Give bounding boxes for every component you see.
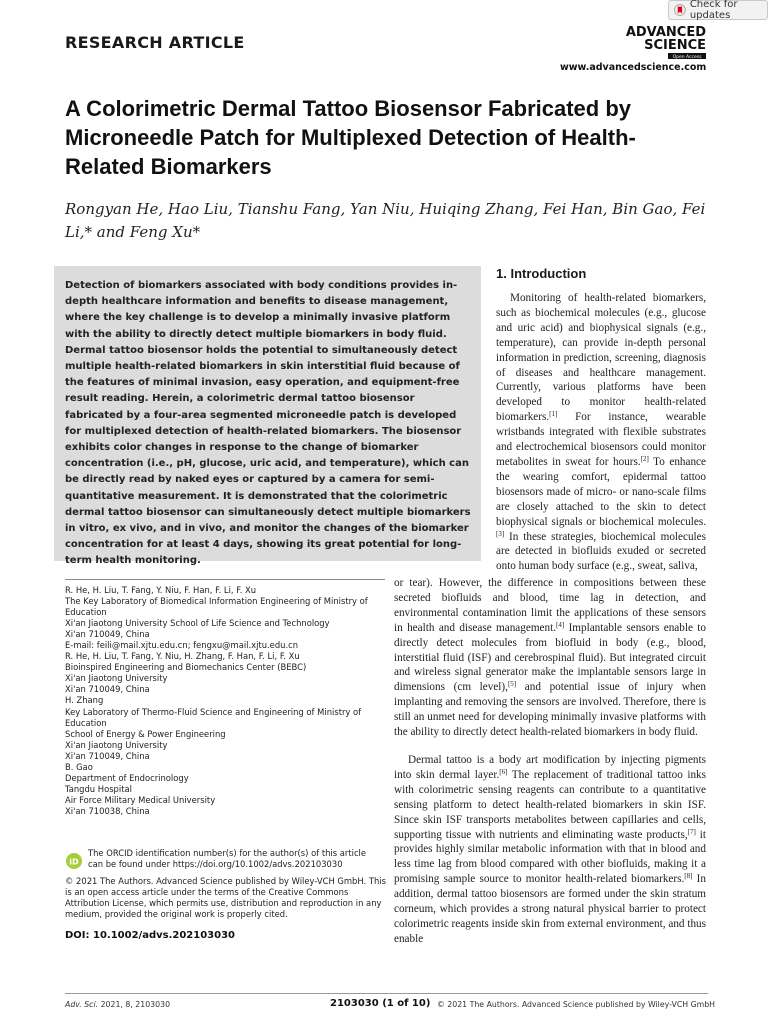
journal-url[interactable]: www.advancedscience.com (560, 62, 707, 73)
body-text: For instance, wearable wristbands integrated with flexible substrates and electrochemical biosensors could monitor metabolites in sweat for hours. (496, 411, 706, 468)
affiliation-line: Department of Endocrinology (65, 772, 189, 783)
affiliation-line: Key Laboratory of Thermo-Fluid Science and Engineering of Ministry of Education (65, 706, 362, 728)
body-text: it provides highly similar metabolic information with that in blood and less time lag from blood compared with other biofluids, making it a promising sample source to monitor health-related biomarkers. (394, 828, 706, 886)
section-heading-introduction: 1. Introduction (496, 266, 587, 281)
logo-line2: SCIENCE (644, 38, 706, 53)
body-text: Dermal tattoo is a body art modification by injecting pigments into skin dermal layer. (394, 754, 706, 781)
affiliation-line: Xi'an Jiaotong University (65, 739, 168, 750)
affiliation-line: Xi'an Jiaotong University (65, 673, 168, 684)
citation-ref[interactable]: [6] (499, 767, 508, 776)
bookmark-check-icon (674, 3, 686, 17)
check-updates-label: Check for updates (689, 0, 738, 21)
abstract-text: Detection of biomarkers associated with body conditions provides in-depth healthcare information and benefits to disease management, where the key challenge is to develop a minimally invasive platform with the ability to directly detect multiple biomarkers in body fluid. Dermal tattoo biosensor holds the potential to simultaneously detect multiple health-related biomarkers in skin interstitial fluid because of the features of minimal invasion, easy operation, and equipment-free result reading. Herein, a colorimetric dermal tattoo biosensor fabricated by a four-area segmented microneedle patch is developed for multiplexed detection of health-related biomarkers. The biosensor exhibits color changes in response to the change of biomarker concentration (i.e., pH, glucose, uric acid, and temperature), which can be directly read by naked eyes or captured by a camera for semi-quantitative measurement. It is demonstrated that the colorimetric dermal tattoo biosensor can simultaneously detect multiple biomarkers in vitro, ex vivo, and in vivo, and monitor the changes of the biomarker concentration for at least 4 days, showing its great potential for long-term health monitoring. (65, 280, 471, 567)
body-text: In these strategies, biochemical molecules are detected in biofluids exuded or secreted onto human body surface (e.g., sweat, saliva, (496, 530, 706, 573)
body-text: or tear). However, the difference in compositions between these secreted biofluids and blood, time lag in detection, and environmental contamination limit the applications of these sensors in health and disease management. (394, 577, 706, 634)
doi-link[interactable]: DOI: 10.1002/advs.202103030 (65, 930, 235, 941)
check-for-updates-button[interactable] (668, 0, 768, 20)
advanced-science-logo-icon (602, 24, 708, 64)
affiliation-line: Xi'an 710049, China (65, 750, 150, 761)
affiliation-authors: R. He, H. Liu, T. Fang, Y. Niu, H. Zhang, F. Han, F. Li, F. Xu (65, 651, 300, 662)
citation-ref[interactable]: [7] (687, 827, 696, 836)
affiliation-line: Bioinspired Engineering and Biomechanics Center (BEBC) (65, 662, 307, 673)
citation-ref[interactable]: [5] (507, 680, 517, 689)
affiliation-line: Xi'an 710049, China (65, 629, 150, 640)
affiliation-line: Tangdu Hospital (65, 783, 132, 794)
footer-divider (65, 993, 708, 994)
affiliation-line: Xi'an 710049, China (65, 684, 150, 695)
affiliation-authors: H. Zhang (65, 695, 104, 706)
affiliation-line: Xi'an Jiaotong University School of Life Science and Technology (65, 618, 330, 629)
svg-text:iD: iD (69, 857, 79, 867)
article-title: A Colorimetric Dermal Tattoo Biosensor Fabricated by Microneedle Patch for Multiplexed Detection of Health-Related Biomarkers (65, 96, 636, 179)
intro-paragraph-1-bottom (394, 576, 706, 740)
affiliation-authors: B. Gao (65, 761, 93, 772)
logo-sub: Open Access (672, 55, 702, 60)
intro-paragraph-2 (394, 753, 706, 947)
body-text: Monitoring of health-related biomarkers, such as biochemical molecules (e.g., glucose and uric acid) and biophysical signals (e.g., temperature), can provide in-depth personal information in prediction, screening, diagnosis of diseases and healthcare management. Currently, various platforms have been developed to monitor health-related biomarkers. (496, 292, 706, 424)
affiliation-line: Xi'an 710038, China (65, 805, 150, 816)
body-text: In addition, dermal tattoo biosensors are formed under the skin stratum corneum, which provides a strong natural physical barrier to protect colorimetric reagents inside skin from external environment, and thus enable (394, 873, 706, 945)
affiliation-line: School of Energy & Power Engineering (65, 728, 226, 739)
footer-volume: 2021, 8, 2103030 (98, 1000, 171, 1009)
affiliations (65, 585, 387, 817)
intro-paragraph-1-top (496, 291, 706, 574)
affiliation-authors: R. He, H. Liu, T. Fang, Y. Niu, F. Han, F. Li, F. Xu (65, 585, 257, 595)
section-label: RESEARCH ARTICLE (65, 33, 245, 52)
page-number: 2103030 (1 of 10) (330, 998, 431, 1009)
orcid-icon[interactable] (66, 853, 82, 869)
body-text: and potential issue of injury when implanting and removing the sensors are involved. Therefore, there is still an unmet need for developing minimally invasive platforms with the ability to directly detect health-related biomarkers in body fluid. (394, 681, 706, 739)
license-note: © 2021 The Authors. Advanced Science published by Wiley-VCH GmbH. This is an open access article under the terms of the Creative Commons Attribution License, which permits use, distribution and reproduction in any medium, provided the original work is properly cited. (65, 876, 386, 920)
footer-citation (65, 1000, 170, 1009)
citation-ref[interactable]: [4] (556, 620, 565, 629)
body-text: Implantable sensors enable to directly detect molecules from biofluid in body (e.g., blood, interstitial fluid (ISF) and cerebrospinal fluid). But integrated circuit and wireless signal generator make the implantable sensors large in dimensions (cm level), (394, 621, 707, 694)
author-list: Rongyan He, Hao Liu, Tianshu Fang, Yan Niu, Huiqing Zhang, Fei Han, Bin Gao, Fei Li,* and Feng Xu* (65, 200, 706, 241)
affiliation-divider (65, 579, 385, 580)
affiliation-line: Air Force Military Medical University (65, 794, 216, 805)
affiliation-email[interactable]: E-mail: feili@mail.xjtu.edu.cn; fengxu@mail.xjtu.edu.cn (65, 640, 299, 651)
logo-line1: ADVANCED (625, 25, 706, 40)
orcid-note: The ORCID identification number(s) for the author(s) of this article can be found under https://doi.org/10.1002/advs.202103030 (88, 848, 367, 870)
citation-ref[interactable]: [3] (496, 529, 505, 538)
footer-copyright: © 2021 The Authors. Advanced Science published by Wiley-VCH GmbH (437, 1000, 716, 1009)
citation-ref[interactable]: [8] (684, 872, 693, 881)
body-text: The replacement of traditional tattoo inks with colorimetric sensing reagents can contribute to a quantitative sensing platform to detect health-related biomarkers in skin ISF. Since skin ISF transports metabolites between capillaries and cells, supporting tissue with nutrients and eliminating waste products, (394, 768, 707, 841)
affiliation-line: The Key Laboratory of Biomedical Information Engineering of Ministry of Education (65, 596, 368, 618)
citation-ref[interactable]: [2] (640, 454, 649, 463)
body-text: To enhance the wearing comfort, epidermal tattoo biosensors made of micro- or nano-scale films are closely attached to the skin to detect biophysical signals or biochemical molecules. (496, 455, 706, 528)
footer-journal: Adv. Sci. (65, 1000, 99, 1009)
citation-ref[interactable]: [1] (549, 410, 558, 419)
journal-logo (602, 24, 708, 64)
